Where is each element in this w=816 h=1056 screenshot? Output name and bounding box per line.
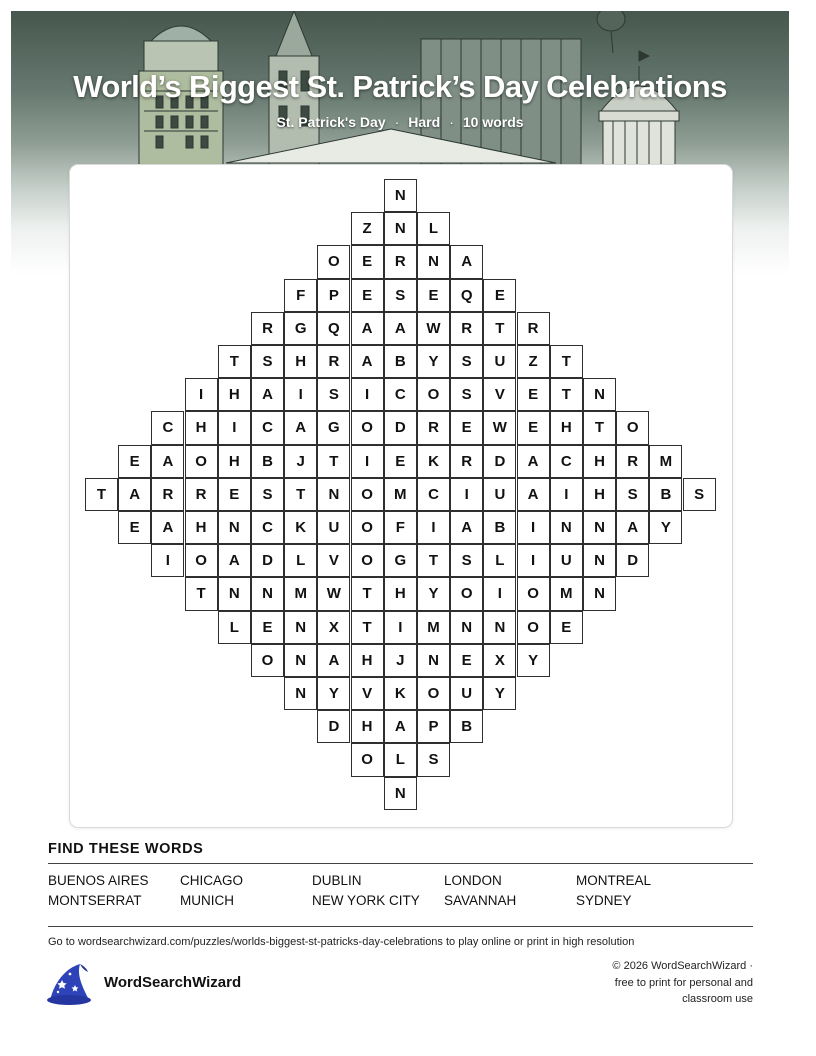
copyright-line: classroom use bbox=[682, 993, 753, 1005]
puzzle-card bbox=[69, 164, 733, 828]
grid-cell[interactable]: A bbox=[616, 511, 649, 544]
grid-cell[interactable]: H bbox=[185, 411, 218, 444]
grid-cell[interactable]: O bbox=[417, 677, 450, 710]
grid-cell[interactable]: M bbox=[550, 577, 583, 610]
grid-cell[interactable]: X bbox=[317, 611, 350, 644]
grid-cell[interactable]: N bbox=[218, 511, 251, 544]
grid-cell[interactable]: U bbox=[317, 511, 350, 544]
grid-cell[interactable]: A bbox=[450, 511, 483, 544]
grid-cell[interactable]: I bbox=[450, 478, 483, 511]
grid-cell[interactable]: M bbox=[284, 577, 317, 610]
grid-cell[interactable]: O bbox=[351, 544, 384, 577]
grid-cell[interactable]: S bbox=[450, 544, 483, 577]
grid-cell[interactable]: H bbox=[351, 644, 384, 677]
grid-cell[interactable]: Q bbox=[317, 312, 350, 345]
grid-cell[interactable]: I bbox=[483, 577, 516, 610]
grid-cell[interactable]: W bbox=[317, 577, 350, 610]
grid-cell[interactable]: H bbox=[218, 378, 251, 411]
grid-cell[interactable]: E bbox=[218, 478, 251, 511]
grid-cell[interactable]: P bbox=[317, 279, 350, 312]
grid-cell[interactable]: L bbox=[284, 544, 317, 577]
grid-cell[interactable]: A bbox=[218, 544, 251, 577]
grid-cell[interactable]: B bbox=[450, 710, 483, 743]
grid-cell[interactable]: O bbox=[351, 411, 384, 444]
grid-cell[interactable]: C bbox=[550, 445, 583, 478]
grid-cell[interactable]: E bbox=[550, 611, 583, 644]
grid-cell[interactable]: S bbox=[384, 279, 417, 312]
grid-cell[interactable]: A bbox=[284, 411, 317, 444]
grid-cell[interactable]: W bbox=[417, 312, 450, 345]
grid-cell[interactable]: I bbox=[517, 544, 550, 577]
grid-cell[interactable]: N bbox=[417, 245, 450, 278]
grid-cell[interactable]: N bbox=[583, 577, 616, 610]
grid-cell[interactable]: V bbox=[483, 378, 516, 411]
difficulty-label: Hard bbox=[408, 114, 441, 130]
grid-cell[interactable]: L bbox=[483, 544, 516, 577]
grid-cell[interactable]: H bbox=[351, 710, 384, 743]
grid-cell[interactable]: C bbox=[417, 478, 450, 511]
grid-cell[interactable]: R bbox=[151, 478, 184, 511]
grid-cell[interactable]: N bbox=[417, 644, 450, 677]
meta-separator: · bbox=[449, 114, 454, 130]
grid-cell[interactable]: N bbox=[450, 611, 483, 644]
grid-cell[interactable]: X bbox=[483, 644, 516, 677]
grid-cell[interactable]: A bbox=[351, 312, 384, 345]
word-list-top-rule bbox=[48, 863, 753, 864]
grid-cell[interactable]: R bbox=[317, 345, 350, 378]
grid-cell[interactable]: O bbox=[616, 411, 649, 444]
grid-cell[interactable]: B bbox=[649, 478, 682, 511]
grid-cell[interactable]: A bbox=[118, 478, 151, 511]
word-item: SYDNEY bbox=[576, 893, 632, 908]
grid-cell[interactable]: M bbox=[417, 611, 450, 644]
grid-cell[interactable]: E bbox=[118, 511, 151, 544]
grid-cell[interactable]: H bbox=[550, 411, 583, 444]
grid-cell[interactable]: N bbox=[384, 212, 417, 245]
grid-cell[interactable]: A bbox=[517, 478, 550, 511]
grid-cell[interactable]: C bbox=[384, 378, 417, 411]
grid-cell[interactable]: H bbox=[583, 445, 616, 478]
grid-cell[interactable]: R bbox=[417, 411, 450, 444]
grid-cell[interactable]: S bbox=[616, 478, 649, 511]
grid-cell[interactable]: N bbox=[284, 611, 317, 644]
puzzle-title: World’s Biggest St. Patrick’s Day Celebrations bbox=[73, 69, 727, 104]
grid-cell[interactable]: N bbox=[284, 644, 317, 677]
puzzle-meta bbox=[11, 114, 789, 130]
grid-cell[interactable]: T bbox=[483, 312, 516, 345]
word-item: LONDON bbox=[444, 873, 502, 888]
grid-cell[interactable]: A bbox=[251, 378, 284, 411]
grid-cell[interactable]: S bbox=[450, 378, 483, 411]
grid-cell[interactable]: U bbox=[450, 677, 483, 710]
word-item: DUBLIN bbox=[312, 873, 362, 888]
grid-cell[interactable]: O bbox=[517, 611, 550, 644]
grid-cell[interactable]: L bbox=[218, 611, 251, 644]
grid-cell[interactable]: I bbox=[517, 511, 550, 544]
grid-cell[interactable]: T bbox=[284, 478, 317, 511]
grid-cell[interactable]: L bbox=[384, 743, 417, 776]
grid-cell[interactable]: T bbox=[218, 345, 251, 378]
grid-cell[interactable]: Y bbox=[517, 644, 550, 677]
grid-cell[interactable]: N bbox=[583, 544, 616, 577]
copyright-notice bbox=[563, 958, 753, 1008]
grid-cell[interactable]: U bbox=[483, 345, 516, 378]
grid-cell[interactable]: J bbox=[284, 445, 317, 478]
grid-cell[interactable]: S bbox=[683, 478, 716, 511]
grid-cell[interactable]: N bbox=[317, 478, 350, 511]
grid-cell[interactable]: E bbox=[450, 411, 483, 444]
grid-cell[interactable]: D bbox=[384, 411, 417, 444]
grid-cell[interactable]: B bbox=[483, 511, 516, 544]
grid-cell[interactable]: R bbox=[450, 445, 483, 478]
grid-cell[interactable]: I bbox=[384, 611, 417, 644]
grid-cell[interactable]: N bbox=[583, 511, 616, 544]
grid-cell[interactable]: T bbox=[550, 345, 583, 378]
grid-cell[interactable]: K bbox=[417, 445, 450, 478]
grid-cell[interactable]: F bbox=[384, 511, 417, 544]
grid-cell[interactable]: P bbox=[417, 710, 450, 743]
grid-cell[interactable]: R bbox=[384, 245, 417, 278]
grid-cell[interactable]: N bbox=[583, 378, 616, 411]
grid-cell[interactable]: I bbox=[351, 378, 384, 411]
grid-cell[interactable]: Q bbox=[450, 279, 483, 312]
grid-cell[interactable]: Y bbox=[417, 577, 450, 610]
grid-cell[interactable]: R bbox=[251, 312, 284, 345]
grid-cell[interactable]: N bbox=[384, 179, 417, 212]
grid-cell[interactable]: A bbox=[450, 245, 483, 278]
copyright-line: free to print for personal and bbox=[614, 976, 753, 989]
grid-cell[interactable]: H bbox=[218, 445, 251, 478]
grid-cell[interactable]: N bbox=[550, 511, 583, 544]
grid-cell[interactable]: I bbox=[284, 378, 317, 411]
grid-cell[interactable]: G bbox=[317, 411, 350, 444]
grid-cell[interactable]: Y bbox=[483, 677, 516, 710]
grid-cell[interactable]: T bbox=[85, 478, 118, 511]
grid-cell[interactable]: L bbox=[417, 212, 450, 245]
grid-cell[interactable]: D bbox=[317, 710, 350, 743]
grid-cell[interactable]: I bbox=[151, 544, 184, 577]
grid-cell[interactable]: F bbox=[284, 279, 317, 312]
play-online-link[interactable]: Go to wordsearchwizard.com/puzzles/worlds-biggest-st-patricks-day-celebrations to play online or print in high resolution bbox=[48, 936, 635, 948]
grid-cell[interactable]: T bbox=[185, 577, 218, 610]
grid-cell[interactable]: I bbox=[351, 445, 384, 478]
grid-cell[interactable]: K bbox=[284, 511, 317, 544]
grid-cell[interactable]: A bbox=[351, 345, 384, 378]
grid-cell[interactable]: A bbox=[151, 445, 184, 478]
word-item: MONTSERRAT bbox=[48, 893, 142, 908]
grid-cell[interactable]: N bbox=[251, 577, 284, 610]
grid-cell[interactable]: O bbox=[517, 577, 550, 610]
grid-cell[interactable]: A bbox=[151, 511, 184, 544]
grid-cell[interactable]: B bbox=[384, 345, 417, 378]
grid-cell[interactable]: E bbox=[351, 279, 384, 312]
word-count-label: 10 words bbox=[462, 114, 524, 130]
grid-cell[interactable]: S bbox=[317, 378, 350, 411]
grid-cell[interactable]: C bbox=[151, 411, 184, 444]
grid-cell[interactable]: E bbox=[450, 644, 483, 677]
grid-cell[interactable]: Y bbox=[417, 345, 450, 378]
grid-cell[interactable]: U bbox=[483, 478, 516, 511]
grid-cell[interactable]: Z bbox=[351, 212, 384, 245]
grid-cell[interactable]: G bbox=[284, 312, 317, 345]
grid-cell[interactable]: M bbox=[649, 445, 682, 478]
grid-cell[interactable]: N bbox=[218, 577, 251, 610]
grid-cell[interactable]: B bbox=[251, 445, 284, 478]
grid-cell[interactable]: T bbox=[351, 611, 384, 644]
grid-cell[interactable]: O bbox=[185, 445, 218, 478]
grid-cell[interactable]: O bbox=[251, 644, 284, 677]
grid-cell[interactable]: O bbox=[351, 743, 384, 776]
grid-cell[interactable]: I bbox=[218, 411, 251, 444]
grid-cell[interactable]: D bbox=[616, 544, 649, 577]
grid-cell[interactable]: Z bbox=[517, 345, 550, 378]
grid-cell[interactable]: A bbox=[517, 445, 550, 478]
grid-cell[interactable]: O bbox=[351, 478, 384, 511]
grid-cell[interactable]: J bbox=[384, 644, 417, 677]
grid-cell[interactable]: S bbox=[251, 345, 284, 378]
copyright-line: © 2026 WordSearchWizard · bbox=[612, 960, 753, 972]
grid-cell[interactable]: O bbox=[450, 577, 483, 610]
grid-cell[interactable]: C bbox=[251, 411, 284, 444]
grid-cell[interactable]: S bbox=[450, 345, 483, 378]
grid-cell[interactable]: E bbox=[351, 245, 384, 278]
word-list-bottom-rule bbox=[48, 926, 753, 927]
grid-cell[interactable]: I bbox=[417, 511, 450, 544]
grid-cell[interactable]: O bbox=[185, 544, 218, 577]
grid-cell[interactable]: T bbox=[351, 577, 384, 610]
grid-cell[interactable]: V bbox=[317, 544, 350, 577]
word-item: SAVANNAH bbox=[444, 893, 517, 908]
grid-cell[interactable]: T bbox=[550, 378, 583, 411]
word-item: BUENOS AIRES bbox=[48, 873, 149, 888]
grid-cell[interactable]: O bbox=[351, 511, 384, 544]
grid-cell[interactable]: H bbox=[185, 511, 218, 544]
grid-cell[interactable]: D bbox=[251, 544, 284, 577]
grid-cell[interactable]: E bbox=[417, 279, 450, 312]
grid-cell[interactable]: I bbox=[550, 478, 583, 511]
grid-cell[interactable]: N bbox=[384, 777, 417, 810]
word-item: NEW YORK CITY bbox=[312, 893, 420, 908]
grid-cell[interactable]: G bbox=[384, 544, 417, 577]
word-item: CHICAGO bbox=[180, 873, 244, 888]
word-list-heading: FIND THESE WORDS bbox=[48, 841, 204, 857]
grid-cell[interactable]: I bbox=[185, 378, 218, 411]
word-item: MUNICH bbox=[180, 893, 234, 908]
grid-cell[interactable]: H bbox=[384, 577, 417, 610]
brand-name: WordSearchWizard bbox=[104, 974, 242, 991]
grid-cell[interactable]: C bbox=[251, 511, 284, 544]
grid-cell[interactable]: H bbox=[583, 478, 616, 511]
category-label: St. Patrick's Day bbox=[276, 114, 386, 130]
grid-cell[interactable]: E bbox=[118, 445, 151, 478]
grid-cell[interactable]: A bbox=[384, 710, 417, 743]
grid-cell[interactable]: O bbox=[417, 378, 450, 411]
grid-cell[interactable]: N bbox=[483, 611, 516, 644]
grid-cell[interactable]: T bbox=[583, 411, 616, 444]
grid-cell[interactable]: R bbox=[185, 478, 218, 511]
grid-cell[interactable]: E bbox=[517, 411, 550, 444]
grid-cell[interactable]: O bbox=[317, 245, 350, 278]
grid-cell[interactable]: Y bbox=[317, 677, 350, 710]
grid-cell[interactable]: A bbox=[384, 312, 417, 345]
grid-cell[interactable]: E bbox=[384, 445, 417, 478]
grid-cell[interactable]: N bbox=[284, 677, 317, 710]
wizard-hat-icon bbox=[44, 962, 94, 1006]
grid-cell[interactable]: T bbox=[317, 445, 350, 478]
grid-cell[interactable]: R bbox=[616, 445, 649, 478]
grid-cell[interactable]: D bbox=[483, 445, 516, 478]
grid-cell[interactable]: H bbox=[284, 345, 317, 378]
meta-separator: · bbox=[394, 114, 400, 130]
grid-cell[interactable]: V bbox=[351, 677, 384, 710]
grid-cell[interactable]: U bbox=[550, 544, 583, 577]
grid-cell[interactable]: S bbox=[251, 478, 284, 511]
grid-cell[interactable]: E bbox=[517, 378, 550, 411]
grid-cell[interactable]: K bbox=[384, 677, 417, 710]
grid-cell[interactable]: R bbox=[517, 312, 550, 345]
grid-cell[interactable]: W bbox=[483, 411, 516, 444]
grid-cell[interactable]: M bbox=[384, 478, 417, 511]
grid-cell[interactable]: E bbox=[251, 611, 284, 644]
grid-cell[interactable]: T bbox=[417, 544, 450, 577]
word-item: MONTREAL bbox=[576, 873, 652, 888]
grid-cell[interactable]: E bbox=[483, 279, 516, 312]
grid-cell[interactable]: A bbox=[317, 644, 350, 677]
grid-cell[interactable]: S bbox=[417, 743, 450, 776]
grid-cell[interactable]: R bbox=[450, 312, 483, 345]
grid-cell[interactable]: Y bbox=[649, 511, 682, 544]
